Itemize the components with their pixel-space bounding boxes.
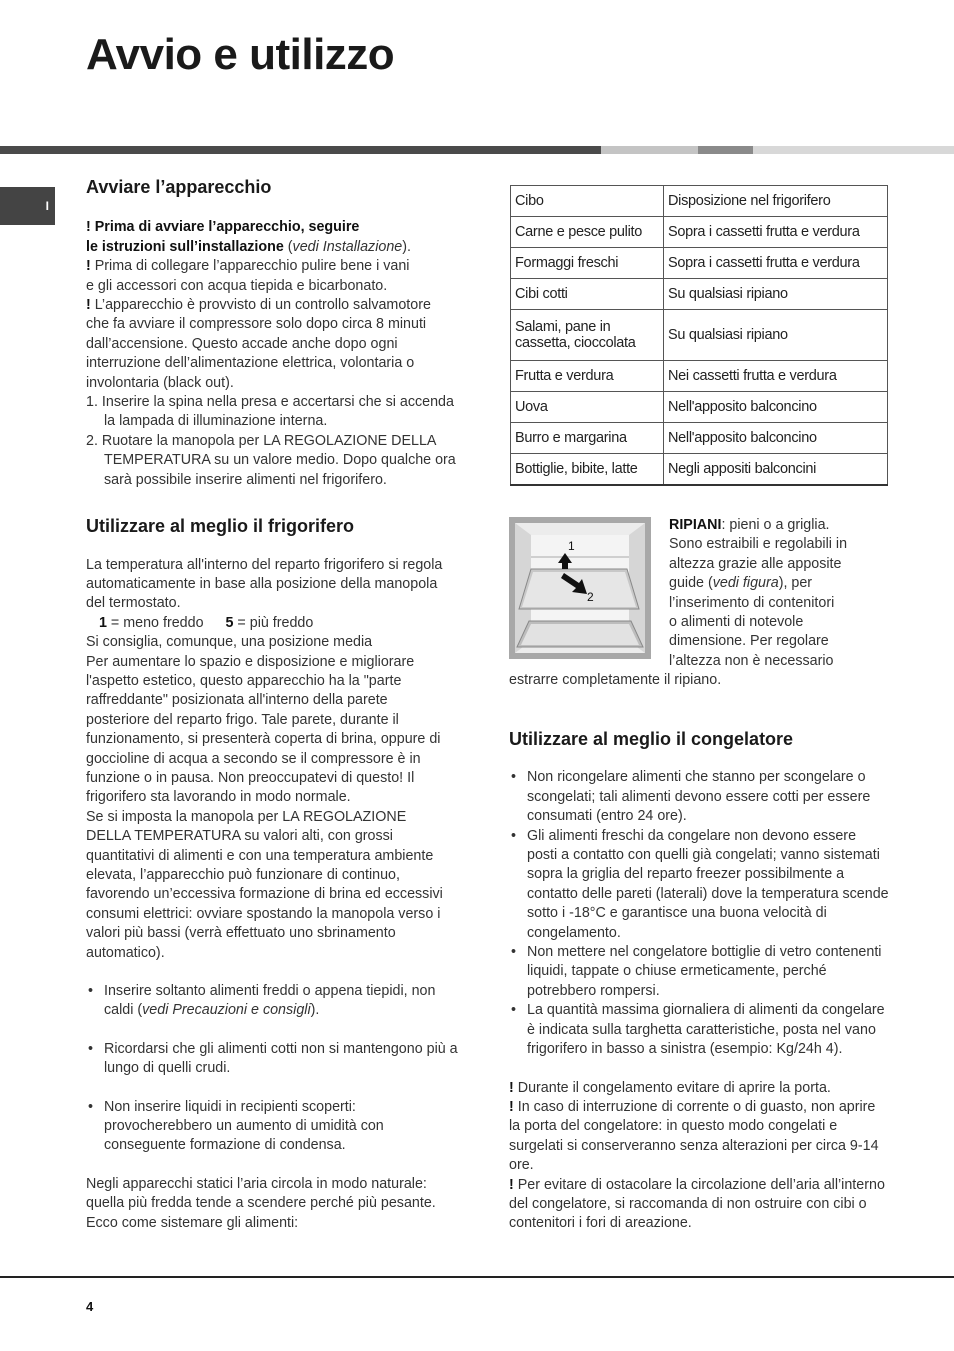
warning-2-line-a: Prima di collegare l’apparecchio pulire bene i vani xyxy=(94,258,410,275)
exclamation-mark: ! xyxy=(509,1098,514,1115)
table-row xyxy=(511,423,888,454)
frigo-p4-line-b: DELLA TEMPERATURA su valori alti, con grossi xyxy=(86,828,393,845)
frigo-tip-2: • Ricordarsi che gli alimenti cotti non si mantengono più a lungo di quelli crudi. xyxy=(86,1040,466,1079)
warning-2-line-b: e gli accessori con acqua tiepida e bicarbonato. xyxy=(86,277,388,294)
table-cell-food: Cibi cotti xyxy=(511,279,664,310)
warning-1-bold-a: Prima di avviare l’apparecchio, seguire xyxy=(94,219,360,236)
frigo-tip-1 xyxy=(86,982,466,1021)
left-column xyxy=(86,178,466,1233)
warning-1-ref: vedi Installazione xyxy=(292,238,403,255)
frigo-p5-line-b: quella più fredda tende a scendere perché più pesante. xyxy=(86,1195,436,1212)
header-bar-dark xyxy=(0,146,601,154)
warning-3-line-d: interruzione dell’alimentazione elettrica, volontaria o xyxy=(86,355,415,372)
congelatore-list xyxy=(509,768,889,1059)
frigo-p4-line-a: Se si imposta la manopola per LA REGOLAZIONE xyxy=(86,808,407,825)
congelatore-note-3 xyxy=(509,1176,889,1234)
table-row xyxy=(511,279,888,310)
warning-3-line-a: L’apparecchio è provvisto di un controllo salvamotore xyxy=(94,297,431,314)
footer-rule xyxy=(0,1276,954,1278)
congelatore-note-2 xyxy=(509,1098,889,1176)
step-2: 2. Ruotare la manopola per LA REGOLAZIONE DELLA TEMPERATURA su un valore medio. Dopo qualche ora sarà possibile inserire alimenti nel frigorifero. xyxy=(86,432,456,488)
frigo-p3-line-g: funzione o in pausa. Non preoccupatevi di questo! Il xyxy=(86,769,415,786)
frigo-p3-line-e: funzionamento, si presenterà coperta di brina, oppure di xyxy=(86,731,441,748)
frigo-tip-1-text: Inserire soltanto alimenti freddi o appena tiepidi, non caldi ( xyxy=(104,983,436,1019)
congelatore-note-3-text: Per evitare di ostacolare la circolazione dell’aria all’interno del congelatore, si raccomanda di non ostruire con cibi o contenitori i fori di areazione. xyxy=(509,1176,885,1232)
frigo-paragraph-1 xyxy=(86,556,466,614)
ripiani-line-i: estrarre completamente il ripiano. xyxy=(509,672,722,689)
header-bar-mid xyxy=(698,146,753,154)
scale-1-text: = meno freddo xyxy=(106,614,204,631)
congelatore-tip-3: • Non mettere nel congelatore bottiglie di vetro contenenti liquidi, tappate o chiuse ermeticamente, perché potrebbero rompersi. xyxy=(509,943,889,1001)
table-cell-placement: Nell'apposito balconcino xyxy=(664,423,888,454)
frigo-paragraph-3 xyxy=(86,653,466,808)
warning-1-paren-close: ). xyxy=(402,238,411,255)
congelatore-note-2-text: In caso di interruzione di corrente o di guasto, non aprire la porta del congelatore: in questo modo congelati e surgelati si conserveranno senza alterazioni per circa 9-14 ore. xyxy=(509,1098,879,1174)
table-row xyxy=(511,217,888,248)
table-row xyxy=(511,310,888,361)
frigo-p4-line-f: consumi elettrici: ovviare spostando la manopola verso i xyxy=(86,905,441,922)
congelatore-notes xyxy=(509,1079,889,1234)
congelatore-tip-4: • La quantità massima giornaliera di alimenti da congelare è indicata sulla targhetta caratteristiche, posta nel vano frigorifero in basso a sinistra (esempio: Kg/24h 4). xyxy=(509,1001,889,1059)
table-row xyxy=(511,454,888,485)
table-header-row xyxy=(511,186,888,217)
frigo-p3-line-a: Per aumentare lo spazio e disposizione e migliorare xyxy=(86,653,415,670)
congelatore-note-1-text: Durante il congelamento evitare di aprire la porta. xyxy=(517,1079,831,1096)
table-cell-food: Uova xyxy=(511,392,664,423)
frigo-p3-line-c: raffreddante" posizionata all'interno della parete xyxy=(86,692,388,709)
frigo-p5-line-a: Negli apparecchi statici l’aria circola in modo naturale: xyxy=(86,1175,427,1192)
header-bar-pale xyxy=(753,146,954,154)
frigorifero-body xyxy=(86,556,466,1234)
table-cell-placement: Negli appositi balconcini xyxy=(664,454,888,485)
warning-3-line-e: involontaria (black out). xyxy=(86,374,234,391)
ripiani-lines xyxy=(509,516,899,671)
table-cell-placement: Sopra i cassetti frutta e verdura xyxy=(664,248,888,279)
table-row xyxy=(511,361,888,392)
ripiani-line-d: guide ( xyxy=(669,575,713,592)
table-cell-food: Bottiglie, bibite, latte xyxy=(511,454,664,485)
step-1: 1. Inserire la spina nella presa e accertarsi che si accenda la lampada di illuminazione interna. xyxy=(86,394,454,430)
page-number: 4 xyxy=(86,1299,94,1314)
ripiani-text xyxy=(509,516,899,691)
exclamation-mark: ! xyxy=(86,297,91,314)
table-cell-placement: Su qualsiasi ripiano xyxy=(664,279,888,310)
table-cell-placement: Su qualsiasi ripiano xyxy=(664,310,888,361)
ripiani-ref: vedi figura xyxy=(712,575,779,592)
page-title: Avvio e utilizzo xyxy=(86,30,395,79)
frigo-tip-3: • Non inserire liquidi in recipienti scoperti: provocherebbero un aumento di umidità con conseguente formazione di condensa. xyxy=(86,1098,466,1156)
exclamation-mark: ! xyxy=(509,1176,514,1193)
frigo-p4-line-e: favorendo un’eccessiva formazione di brina ed eccessivi xyxy=(86,886,443,903)
exclamation-mark: ! xyxy=(86,258,91,275)
frigo-tip-1-end: ). xyxy=(310,1002,320,1019)
ripiani-line-h: l’altezza non è necessario xyxy=(669,652,834,669)
fig-label-1: 1 xyxy=(568,539,575,553)
food-placement-table xyxy=(510,185,888,486)
table-cell-food: Burro e margarina xyxy=(511,423,664,454)
frigo-p5-line-c: Ecco come sistemare gli alimenti: xyxy=(86,1214,299,1231)
ripiani-line-a: : pieni o a griglia. xyxy=(721,517,830,533)
frigo-p4-line-c: quantitativi di alimenti e con una temperatura ambiente xyxy=(86,847,434,864)
frigo-p3-line-d: posteriore del reparto frigo. Tale parete, durante il xyxy=(86,711,399,728)
table-cell-food: Formaggi freschi xyxy=(511,248,664,279)
frigo-tips-list xyxy=(86,982,466,1156)
frigo-p3-line-f: goccioline di acqua a secondo se il compressore è in xyxy=(86,750,421,767)
frigo-p1-line-a: La temperatura all'interno del reparto frigorifero si regola xyxy=(86,556,443,573)
table-cell-food: Salami, pane in cassetta, cioccolata xyxy=(511,310,664,361)
scale-1-number: 1 xyxy=(99,614,107,631)
section-heading-frigorifero: Utilizzare al meglio il frigorifero xyxy=(86,516,355,537)
fig-label-2: 2 xyxy=(587,590,594,604)
ripiani-line-b: Sono estraibili e regolabili in xyxy=(669,536,848,553)
frigo-p4-line-d: elevata, l’apparecchio può funzionare di continuo, xyxy=(86,867,400,883)
warning-3 xyxy=(86,296,466,393)
frigo-p4-line-h: automatico). xyxy=(86,944,165,961)
table-cell-placement: Nell'apposito balconcino xyxy=(664,392,888,423)
exclamation-mark: ! xyxy=(509,1079,514,1096)
frigo-p3-line-h: frigorifero sta lavorando in modo normale. xyxy=(86,789,351,806)
frigo-p3-line-b: l'aspetto estetico, questo apparecchio ha la "parte xyxy=(86,672,402,689)
table-header-cibo: Cibo xyxy=(511,186,664,217)
warning-1-paren: ( xyxy=(283,238,293,255)
section-heading-congelatore: Utilizzare al meglio il congelatore xyxy=(509,729,794,749)
warning-1-bold-b: le istruzioni sull’installazione xyxy=(86,238,284,255)
table-cell-placement: Sopra i cassetti frutta e verdura xyxy=(664,217,888,248)
warning-block xyxy=(86,218,466,490)
congelatore-section xyxy=(509,730,889,1234)
ripiani-line-f: o alimenti di notevole xyxy=(669,614,804,631)
frigo-p4-line-g: valori più bassi (verrà effettuato uno sbrinamento xyxy=(86,925,396,942)
thermostat-scale xyxy=(86,614,466,633)
table-header-disposizione: Disposizione nel frigorifero xyxy=(664,186,888,217)
section-heading-avviare: Avviare l’apparecchio xyxy=(86,177,272,197)
scale-5-number: 5 xyxy=(225,614,234,631)
frigo-p1-line-b: automaticamente in base alla posizione della manopola xyxy=(86,575,438,592)
congelatore-tip-1: • Non ricongelare alimenti che stanno per scongelare o scongelati; tali alimenti devono essere cotti per essere consumati (entro 24 ore). xyxy=(509,768,889,826)
frigo-paragraph-4 xyxy=(86,808,466,963)
language-tab xyxy=(0,187,55,225)
scale-5-text: = più freddo xyxy=(233,614,314,631)
frigo-p1-line-c: del termostato. xyxy=(86,595,181,612)
warning-3-line-c: dall’accensione. Questo accade anche dopo ogni xyxy=(86,335,398,352)
frigo-tip-1-ref: vedi Precauzioni e consigli xyxy=(142,1002,311,1019)
table-cell-food: Carne e pesce pulito xyxy=(511,217,664,248)
ripiani-label: RIPIANI xyxy=(669,517,722,533)
congelatore-tip-2: • Gli alimenti freschi da congelare non devono essere posti a contatto con quelli già congelati; vanno sistemati sopra la griglia del reparto freezer possibilmente a contatto delle pareti (laterali) dove la temperatura scende sotto i -18°C e garantisce una buona velocità di congelamento. xyxy=(509,827,889,943)
language-tab-label: I xyxy=(45,199,49,213)
ripiani-line-e: l’inserimento di contenitori xyxy=(669,594,835,611)
warning-1 xyxy=(86,218,466,257)
congelatore-note-1 xyxy=(509,1079,889,1098)
warning-2 xyxy=(86,257,466,296)
table-cell-food: Frutta e verdura xyxy=(511,361,664,392)
frigo-paragraph-2: Si consiglia, comunque, una posizione media xyxy=(86,634,373,651)
start-steps xyxy=(86,393,466,490)
exclamation-mark: ! xyxy=(86,219,91,236)
table-row xyxy=(511,392,888,423)
warning-3-line-b: che fa avviare il compressore solo dopo circa 8 minuti xyxy=(86,316,427,333)
ripiani-line-c: altezza grazie alle apposite xyxy=(669,555,842,572)
header-bar-light xyxy=(601,146,698,154)
table-row xyxy=(511,248,888,279)
frigo-paragraph-5 xyxy=(86,1175,466,1233)
table-cell-placement: Nei cassetti frutta e verdura xyxy=(664,361,888,392)
ripiani-line-d-end: ), per xyxy=(778,575,813,592)
ripiani-line-g: dimensione. Per regolare xyxy=(669,633,829,650)
